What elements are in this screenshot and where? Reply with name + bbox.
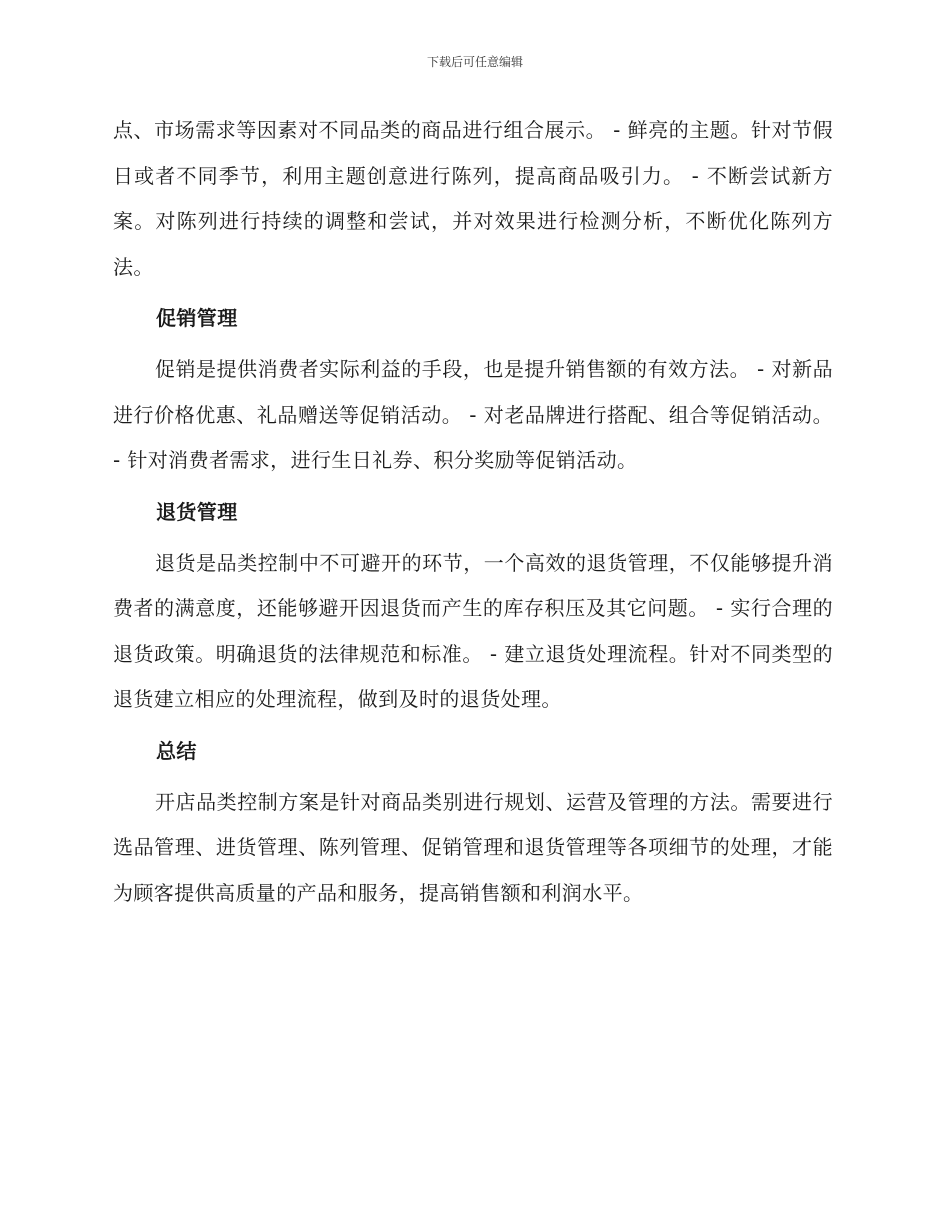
promotion-paragraph: 促销是提供消费者实际利益的手段，也是提升销售额的有效方法。 - 对新品进行价格优惠、礼品赠送等促销活动。 - 对老品牌进行搭配、组合等促销活动。 - 针对消费者需求，进行生日礼券、积分奖励等促销活动。 [113,357,833,472]
section-heading-promotion: 促销管理 [156,306,238,330]
section-heading-summary: 总结 [156,738,197,763]
summary-paragraph: 开店品类控制方案是针对商品类别进行规划、运营及管理的方法。需要进行选品管理、进货管理、陈列管理、促销管理和退货管理等各项细节的处理，才能为顾客提供高质量的产品和服务，提高销售额和利润水平。 [113,789,833,905]
display-paragraph-continuation: 点、市场需求等因素对不同品类的商品进行组合展示。 - 鲜亮的主题。针对节假日或者不同季节，利用主题创意进行陈列，提高商品吸引力。 - 不断尝试新方案。对陈列进行持续的调整和尝试，并对效果进行检测分析，不断优化陈列方法。 [113,118,833,279]
section-heading-returns: 退货管理 [156,499,238,524]
page-header: 下载后可任意编辑 [426,55,523,69]
document-body [113,108,833,916]
returns-paragraph: 退货是品类控制中不可避开的环节，一个高效的退货管理，不仅能够提升消费者的满意度，还能够避开因退货而产生的库存积压及其它问题。 - 实行合理的退货政策。明确退货的法律规范和标准。 - 建立退货处理流程。针对不同类型的退货建立相应的处理流程，做到及时的退货处理。 [113,550,833,711]
